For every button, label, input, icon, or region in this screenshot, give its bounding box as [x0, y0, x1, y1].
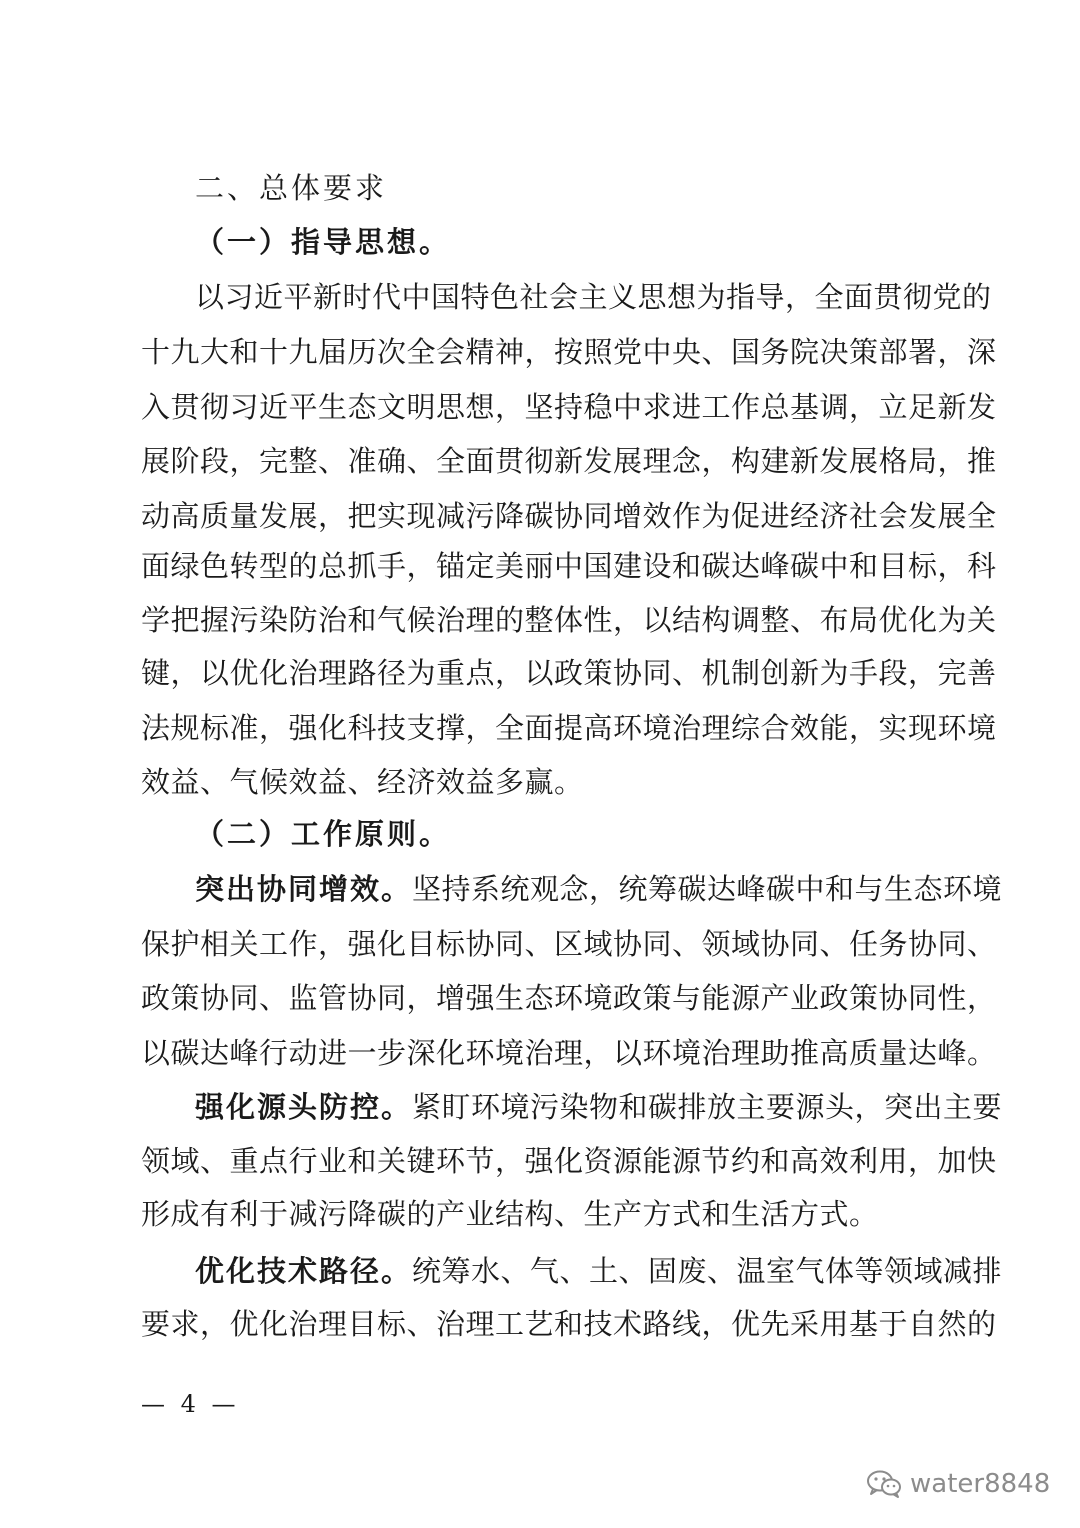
- paragraph-line: 政策协同、监管协同，增强生态环境政策与能源产业政策协同性，: [141, 981, 997, 1015]
- principle-text: 坚持系统观念，统筹碳达峰碳中和与生态环境: [412, 872, 1003, 906]
- paragraph-line: 领域、重点行业和关键环节，强化资源能源节约和高效利用，加快: [141, 1144, 997, 1178]
- paragraph-line: 法规标准，强化科技支撑，全面提高环境治理综合效能，实现环境: [141, 711, 997, 745]
- paragraph-line: 动高质量发展，把实现减污降碳协同增效作为促进经济社会发展全: [141, 499, 997, 533]
- subsection-title: （一）指导思想。: [195, 225, 452, 259]
- section-title: 二、总体要求: [195, 171, 388, 205]
- paragraph-line: 以碳达峰行动进一步深化环境治理，以环境治理助推高质量达峰。: [141, 1036, 997, 1070]
- principle-first-line: [195, 1089, 1003, 1125]
- paragraph-line: 十九大和十九届历次全会精神，按照党中央、国务院决策部署，深: [141, 335, 997, 369]
- paragraph-line: 面绿色转型的总抓手，锚定美丽中国建设和碳达峰碳中和目标，科: [141, 549, 997, 583]
- principle-lead: 优化技术路径。: [195, 1254, 413, 1288]
- principle-lead: 强化源头防控。: [195, 1090, 413, 1124]
- principle-first-line: [195, 1253, 1003, 1289]
- wechat-icon: [866, 1469, 902, 1499]
- principle-text: 紧盯环境污染物和碳排放主要源头，突出主要: [412, 1090, 1003, 1124]
- paragraph-line: 要求，优化治理目标、治理工艺和技术路线，优先采用基于自然的: [141, 1307, 997, 1341]
- paragraph-line: 以习近平新时代中国特色社会主义思想为指导，全面贯彻党的: [195, 280, 992, 314]
- watermark-text: water8848: [910, 1469, 1051, 1499]
- paragraph-line: 保护相关工作，强化目标协同、区域协同、领域协同、任务协同、: [141, 927, 997, 961]
- paragraph-line: 学把握污染防治和气候治理的整体性，以结构调整、布局优化为关: [141, 603, 997, 637]
- principle-first-line: [195, 871, 1003, 907]
- principle-text: 统筹水、气、土、固废、温室气体等领域减排: [412, 1254, 1003, 1288]
- page-number: — 4 —: [141, 1390, 240, 1418]
- paragraph-line: 展阶段，完整、准确、全面贯彻新发展理念，构建新发展格局，推: [141, 444, 997, 478]
- paragraph-line: 形成有利于减污降碳的产业结构、生产方式和生活方式。: [141, 1197, 879, 1231]
- watermark: [866, 1466, 1050, 1502]
- paragraph-line: 键，以优化治理路径为重点，以政策协同、机制创新为手段，完善: [141, 656, 997, 690]
- subsection-title: （二）工作原则。: [195, 817, 452, 851]
- principle-lead: 突出协同增效。: [195, 872, 413, 906]
- paragraph-line: 入贯彻习近平生态文明思想，坚持稳中求进工作总基调，立足新发: [141, 390, 997, 424]
- paragraph-line: 效益、气候效益、经济效益多赢。: [141, 765, 584, 799]
